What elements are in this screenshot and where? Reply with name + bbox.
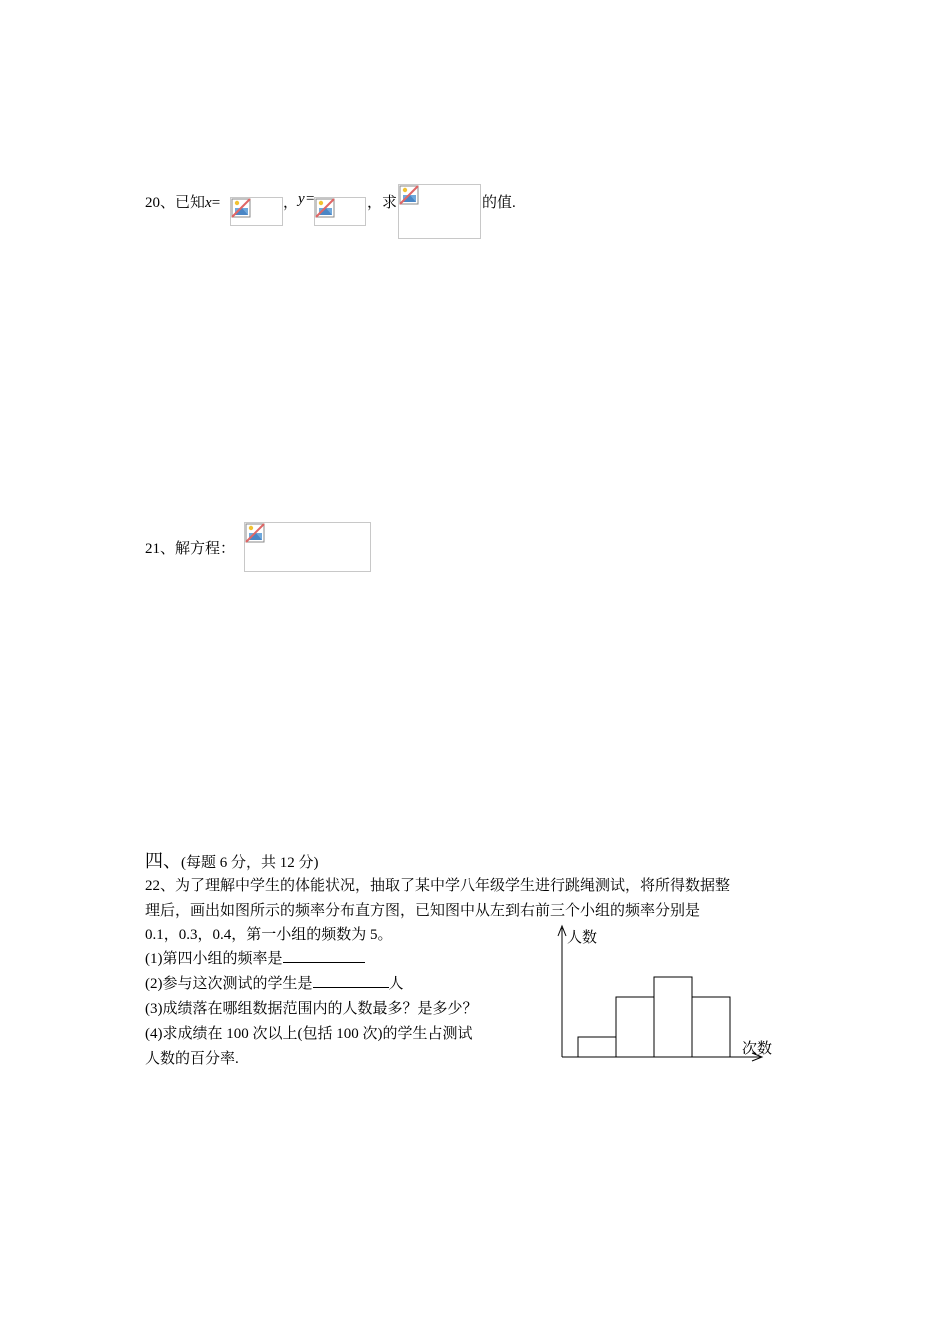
broken-image-icon [245,523,265,543]
q22-line-2: 理后，画出如图所示的频率分布直方图，已知图中从左到右前三个小组的频率分别是 [145,903,701,919]
q22-sub2-unit: 人 [388,976,404,992]
histogram-bar [654,977,692,1057]
q22-sub1-text: (1)第四小组的频率是 [145,951,283,967]
x-axis-label: 次数 [742,1041,773,1057]
q20-x-variable: x [205,195,212,211]
q20-x-value-image [230,197,283,226]
q22-line-3: 0.1，0.3，0.4，第一小组的频数为 5。 [145,927,393,943]
q20-equals-1: = [211,195,221,211]
q21-text: 解方程： [175,541,236,557]
q20-y-variable: y [298,191,305,207]
q22-subquestion-1 [145,947,365,968]
q22-subquestion-2 [145,972,404,993]
histogram-bar [692,997,730,1057]
q20-equals-2: = [306,191,315,207]
q22-sub2-text: (2)参与这次测试的学生是 [145,976,313,992]
q20-sep-2: ，求 [367,195,398,211]
q20-expression-image [398,184,481,239]
y-axis-label: 人数 [567,930,598,946]
section-4-scoring: (每题 6 分，共 12 分) [181,855,319,871]
q22-line-1: 22、为了理解中学生的体能状况，抽取了某中学八年级学生进行跳绳测试，将所得数据整 [145,878,731,894]
broken-image-icon [399,185,419,205]
q21-line [145,537,235,558]
broken-image-icon [315,198,335,218]
q22-subquestion-4a: (4)求成绩在 100 次以上(包括 100 次)的学生占测试 [145,1026,473,1042]
q20-line [145,191,220,212]
q21-number: 21、 [145,541,176,557]
q22-sub1-blank [283,948,365,963]
q20-tail: 的值. [482,195,516,211]
q20-sep-1: ， [283,195,299,211]
q22-subquestion-4b: 人数的百分率. [145,1051,239,1067]
q22-sub2-blank [313,973,389,988]
q21-equation-image [244,522,371,572]
q20-number: 20、 [145,195,176,211]
section-4-number: 四、 [145,851,181,871]
broken-image-icon [231,198,251,218]
q20-lead: 已知 [175,195,206,211]
section-4-heading [145,847,319,873]
q20-y-value-image [314,197,366,226]
frequency-histogram [548,920,788,1070]
histogram-bar [616,997,654,1057]
histogram-bar [578,1037,616,1057]
q22-subquestion-3: (3)成绩落在哪组数据范围内的人数最多？是多少？ [145,1001,478,1017]
